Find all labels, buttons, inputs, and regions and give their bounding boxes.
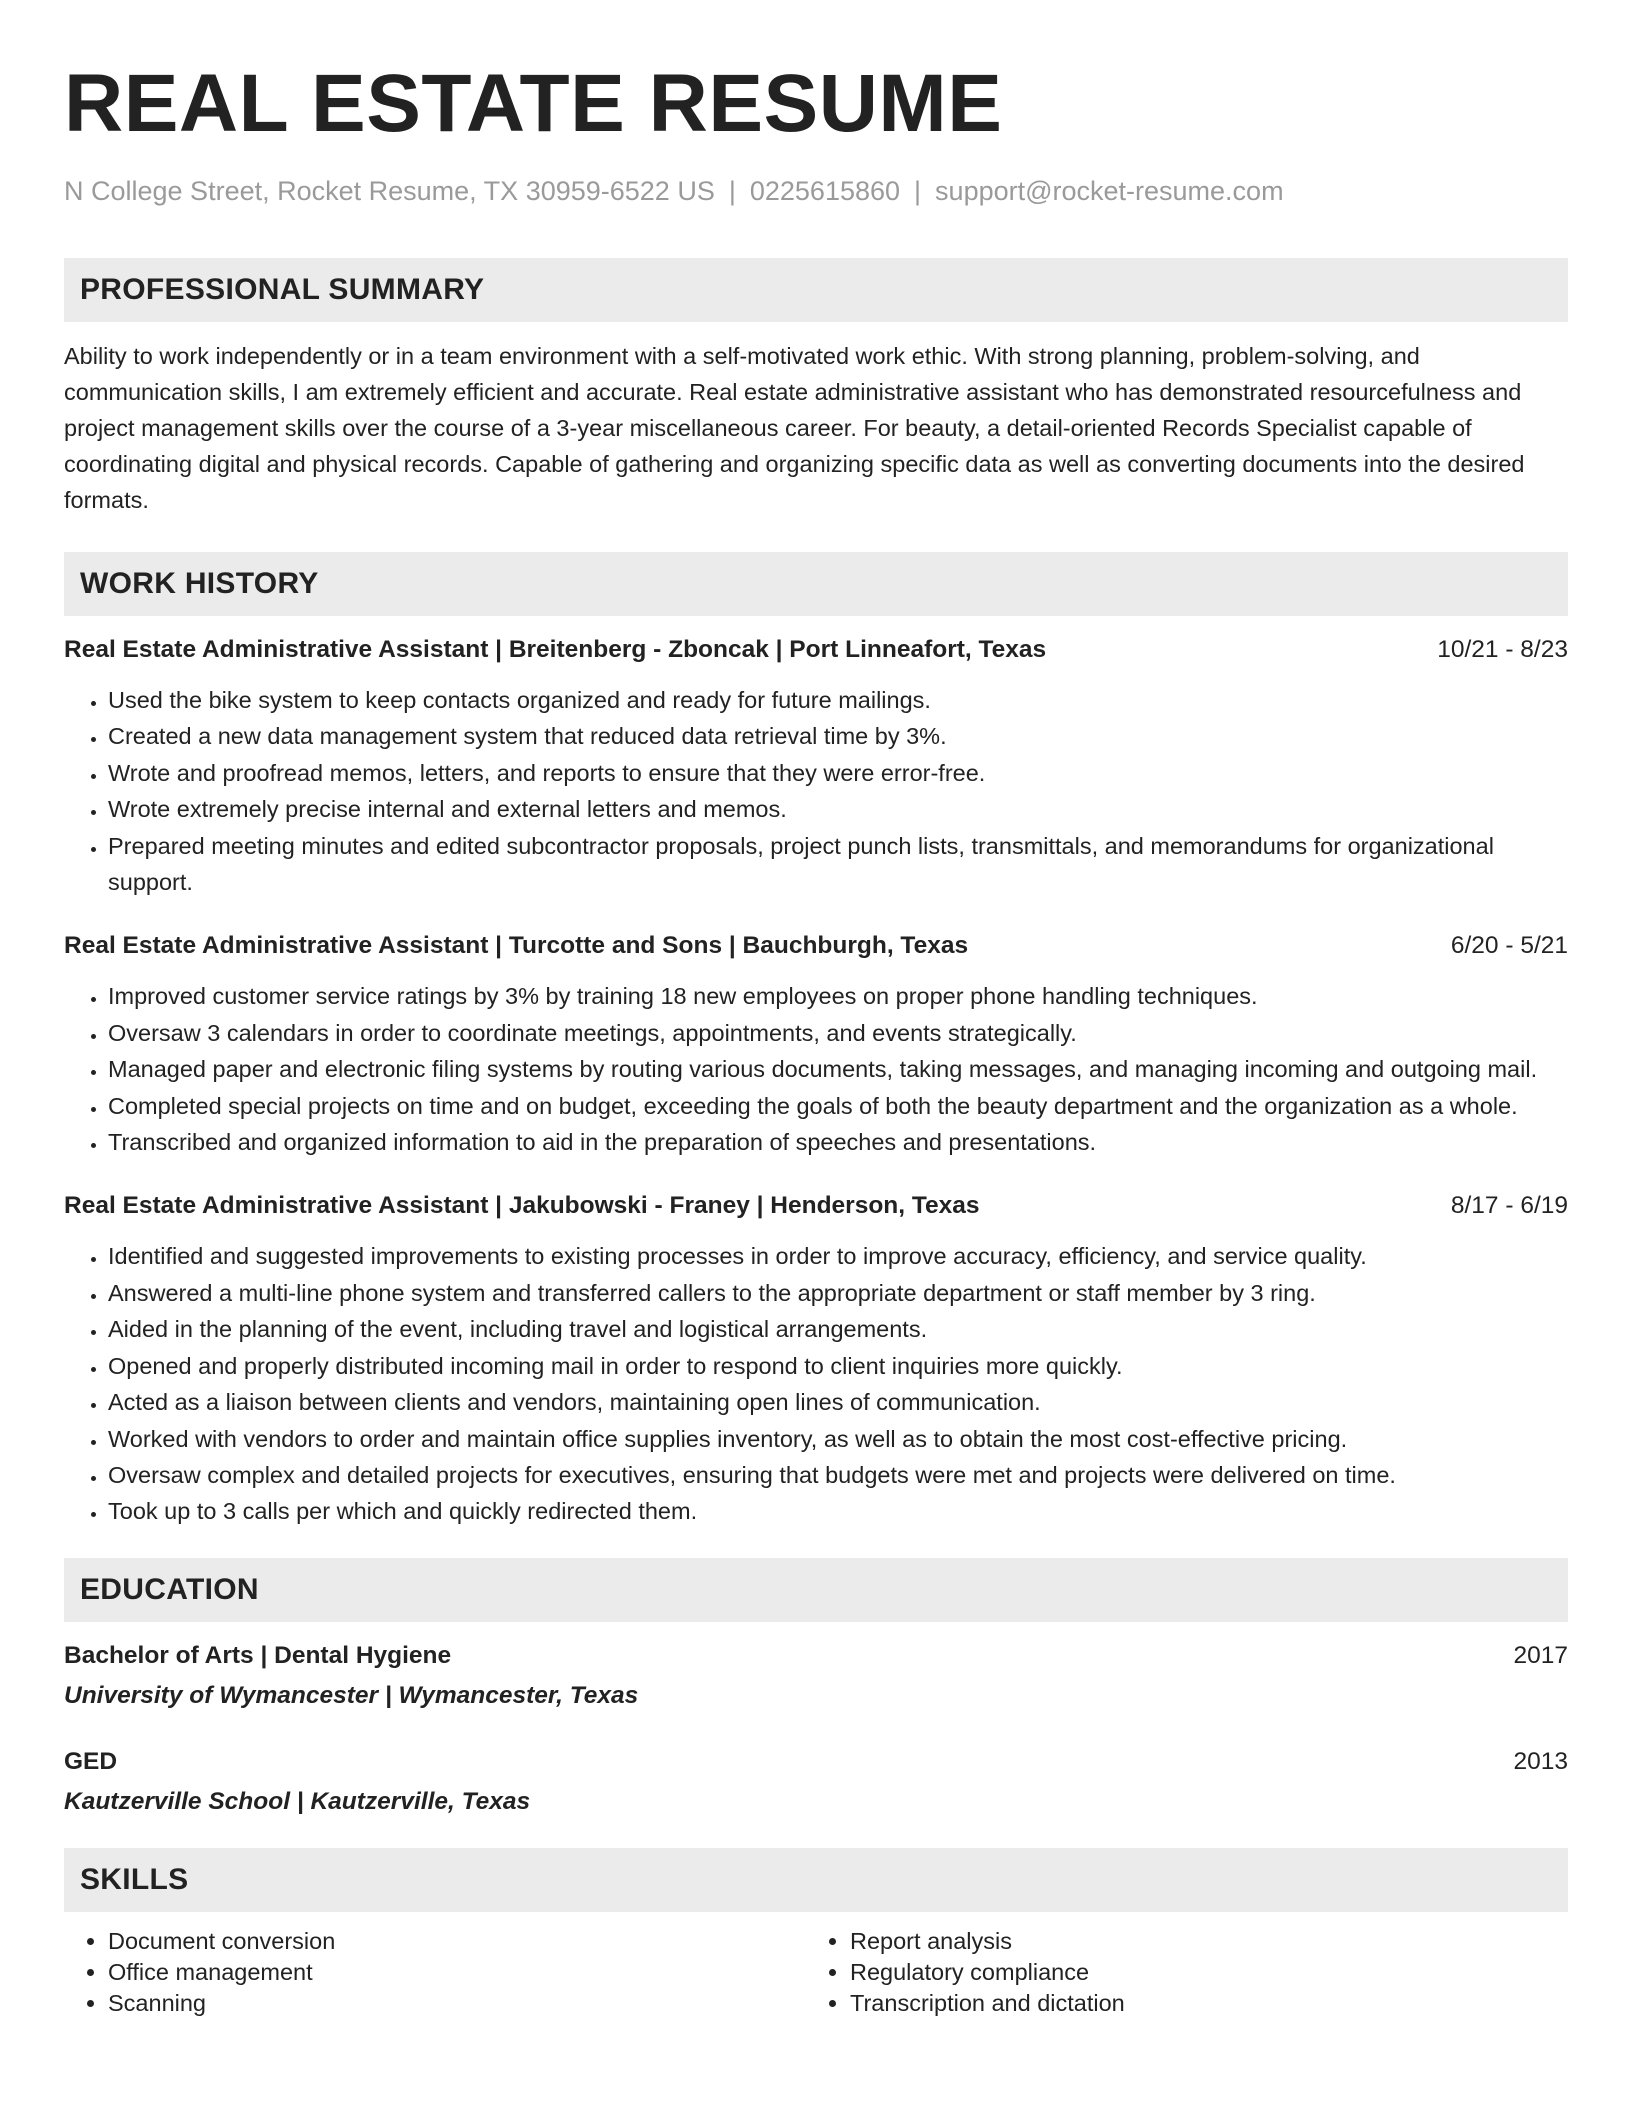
skill-item: • Scanning <box>108 1988 806 2019</box>
contact-phone: 0225615860 <box>749 176 901 206</box>
job-bullet: • Acted as a liaison between clients and vendors, maintaining open lines of communication. <box>108 1384 1568 1420</box>
job-title: Real Estate Administrative Assistant | Turcotte and Sons | Bauchburgh, Texas <box>64 932 969 960</box>
job-bullet: • Took up to 3 calls per which and quickly redirected them. <box>108 1493 1568 1529</box>
job-bullet: • Managed paper and electronic filing systems by routing various documents, taking messages, and managing incoming and outgoing mail. <box>108 1051 1568 1087</box>
contact-separator: | <box>914 176 922 206</box>
contact-email: support@rocket-resume.com <box>935 176 1284 206</box>
skill-item: • Regulatory compliance <box>850 1957 1548 1988</box>
contact-address: N College Street, Rocket Resume, TX 30959-6522 US <box>64 176 715 206</box>
job-bullets <box>64 1238 1568 1529</box>
contact-line <box>64 174 1568 208</box>
education-entry <box>64 1638 1568 1714</box>
job-entry <box>64 1188 1568 1529</box>
job-bullet: • Wrote and proofread memos, letters, and reports to ensure that they were error-free. <box>108 755 1568 791</box>
section-heading-skills: SKILLS <box>64 1848 1568 1912</box>
skill-item: • Office management <box>108 1957 806 1988</box>
job-bullet: • Worked with vendors to order and maintain office supplies inventory, as well as to obtain the most cost-effective pricing. <box>108 1421 1568 1457</box>
skills-list <box>64 1926 1568 2019</box>
skill-item: • Transcription and dictation <box>850 1988 1548 2019</box>
job-bullet: • Prepared meeting minutes and edited subcontractor proposals, project punch lists, transmittals, and memorandums for organizational support. <box>108 828 1568 901</box>
job-dates: 8/17 - 6/19 <box>1450 1192 1568 1220</box>
job-bullets <box>64 978 1568 1160</box>
job-bullets <box>64 682 1568 900</box>
summary-text: Ability to work independently or in a team environment with a self-motivated work ethic. With strong planning, problem-solving, and communication skills, I am extremely efficient and accurate. Real estate administrative assistant who has demonstrated resourcefulness and project management skills over the course of a 3-year miscellaneous career. For beauty, a detail-oriented Records Specialist capable of coordinating digital and physical records. Capable of gathering and organizing specific data as well as converting documents into the desired formats. <box>64 343 1525 513</box>
job-bullet: • Aided in the planning of the event, including travel and logistical arrangements. <box>108 1311 1568 1347</box>
skills-column-right <box>806 1926 1548 2019</box>
job-title: Real Estate Administrative Assistant | Breitenberg - Zboncak | Port Linneafort, Texas <box>64 636 1047 663</box>
job-entry <box>64 928 1568 1160</box>
job-bullet: • Opened and properly distributed incoming mail in order to respond to client inquiries more quickly. <box>108 1348 1568 1384</box>
job-title: Real Estate Administrative Assistant | Jakubowski - Franey | Henderson, Texas <box>64 1192 980 1220</box>
education-year: 2013 <box>1513 1747 1568 1775</box>
job-bullet: • Answered a multi-line phone system and transferred callers to the appropriate department or staff member by 3 ring. <box>108 1275 1568 1311</box>
job-bullet: • Wrote extremely precise internal and external letters and memos. <box>108 791 1568 827</box>
section-heading-work-history: WORK HISTORY <box>64 552 1568 616</box>
contact-separator: | <box>728 176 736 206</box>
section-heading-summary: PROFESSIONAL SUMMARY <box>64 258 1568 322</box>
job-bullet: • Used the bike system to keep contacts organized and ready for future mailings. <box>108 682 1568 718</box>
skill-item: • Report analysis <box>850 1926 1548 1957</box>
resume-title: REAL ESTATE RESUME <box>64 58 1003 149</box>
degree-title: Bachelor of Arts | Dental Hygiene <box>64 1641 452 1669</box>
job-bullet: • Created a new data management system that reduced data retrieval time by 3%. <box>108 718 1568 754</box>
job-bullet: • Improved customer service ratings by 3% by training 18 new employees on proper phone handling techniques. <box>108 978 1568 1014</box>
job-bullet: • Transcribed and organized information to aid in the preparation of speeches and presentations. <box>108 1124 1568 1160</box>
job-dates: 6/20 - 5/21 <box>1450 932 1568 960</box>
degree-title: GED <box>64 1747 118 1775</box>
skills-column-left <box>64 1926 806 2019</box>
job-bullet: • Completed special projects on time and on budget, exceeding the goals of both the beauty department and the organization as a whole. <box>108 1088 1568 1124</box>
job-dates: 10/21 - 8/23 <box>1437 636 1568 663</box>
job-bullet: • Oversaw 3 calendars in order to coordinate meetings, appointments, and events strategically. <box>108 1015 1568 1051</box>
job-bullet: • Identified and suggested improvements to existing processes in order to improve accuracy, efficiency, and service quality. <box>108 1238 1568 1274</box>
job-entry <box>64 632 1568 900</box>
school-name: University of Wymancester | Wymancester, Texas <box>64 1681 639 1709</box>
job-bullet: • Oversaw complex and detailed projects for executives, ensuring that budgets were met and projects were delivered on time. <box>108 1457 1568 1493</box>
school-name: Kautzerville School | Kautzerville, Texas <box>64 1787 531 1815</box>
section-heading-education: EDUCATION <box>64 1558 1568 1622</box>
education-entry <box>64 1744 1568 1820</box>
education-year: 2017 <box>1513 1641 1568 1669</box>
skill-item: • Document conversion <box>108 1926 806 1957</box>
